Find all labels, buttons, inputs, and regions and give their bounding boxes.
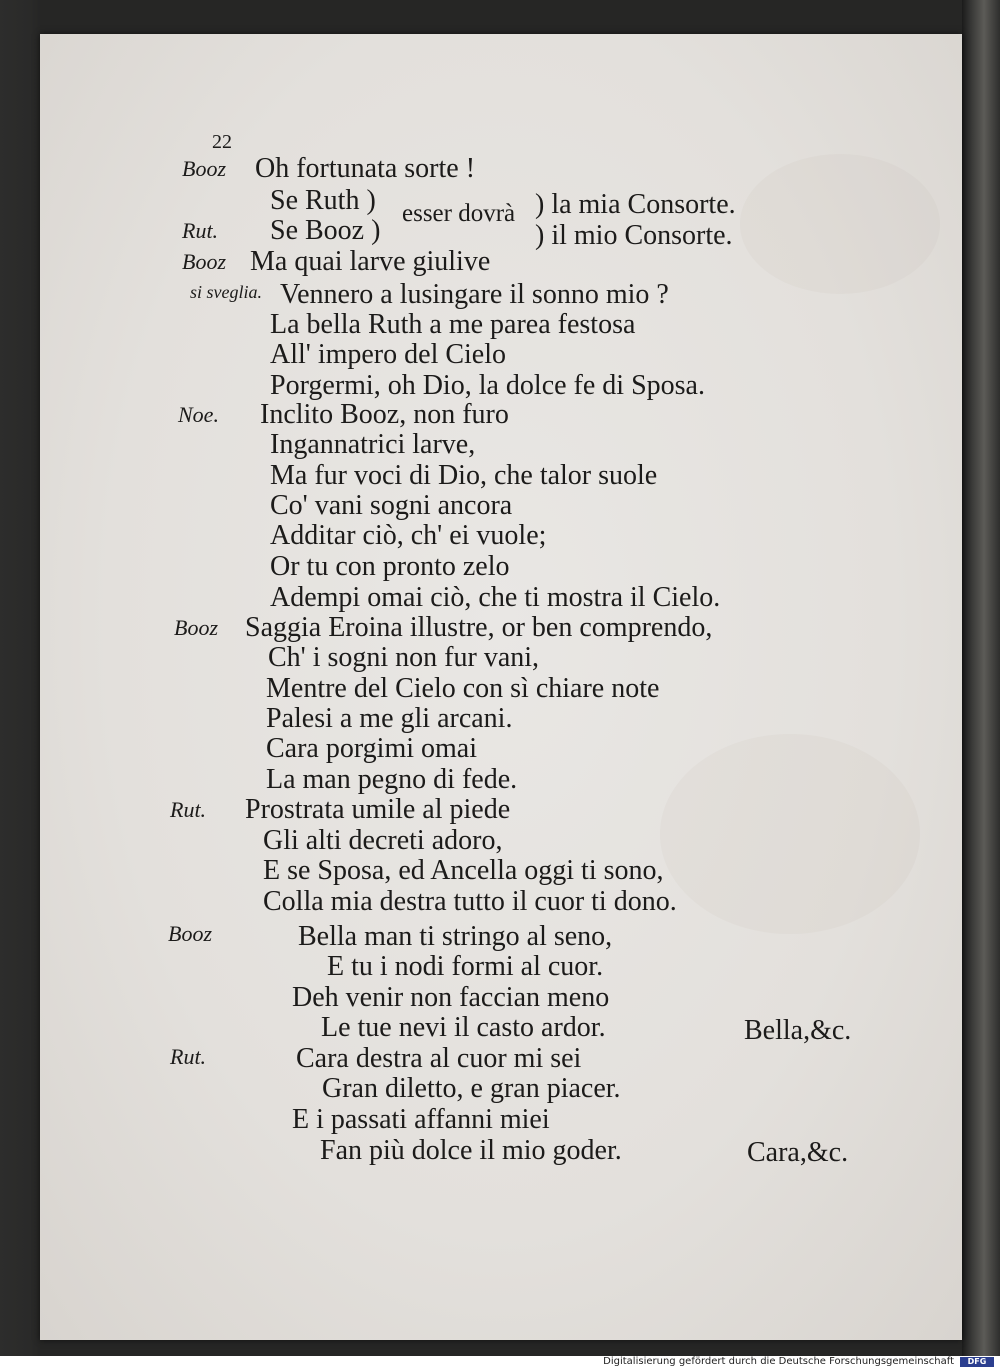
verse-line: Mentre del Cielo con sì chiare note bbox=[266, 673, 660, 704]
verse-line: Co' vani sogni ancora bbox=[270, 490, 513, 521]
verse-line: Palesi a me gli arcani. bbox=[266, 703, 513, 734]
digitization-credit: Digitalisierung gefördert durch die Deutsche Forschungsgemeinschaft bbox=[603, 1356, 954, 1367]
speaker-booz: Booz bbox=[168, 921, 212, 946]
speaker-noe: Noe. bbox=[178, 402, 219, 427]
verse-line: Adempi omai ciò, che ti mostra il Cielo. bbox=[270, 582, 721, 613]
verse-line: E tu i nodi formi al cuor. bbox=[327, 951, 604, 982]
verse-line: La bella Ruth a me parea festosa bbox=[270, 309, 636, 340]
dfg-logo: DFG bbox=[960, 1357, 994, 1367]
speaker-rut: Rut. bbox=[170, 1044, 207, 1069]
verse-line: E se Sposa, ed Ancella oggi ti sono, bbox=[263, 855, 664, 886]
verse-line: Le tue nevi il casto ardor. bbox=[321, 1012, 606, 1043]
verse-line: Or tu con pronto zelo bbox=[270, 551, 510, 582]
speaker-booz: Booz bbox=[182, 249, 226, 274]
verse-line: Saggia Eroina illustre, or ben comprendo, bbox=[245, 612, 713, 643]
verse-line: Fan più dolce il mio goder. bbox=[320, 1135, 622, 1166]
speaker-rut: Rut. bbox=[170, 797, 207, 822]
speaker-booz: Booz bbox=[182, 156, 226, 181]
paper-stain bbox=[740, 154, 940, 294]
verse-line: Ma fur voci di Dio, che talor suole bbox=[270, 460, 658, 491]
verse-line: E i passati affanni miei bbox=[292, 1104, 550, 1135]
book-binding-edge bbox=[962, 0, 1000, 1368]
verse-line: La man pegno di fede. bbox=[266, 764, 518, 795]
da-capo-mark: Bella,&c. bbox=[744, 1015, 852, 1046]
page-number: 22 bbox=[212, 131, 232, 153]
verse-line: Inclito Booz, non furo bbox=[260, 399, 509, 430]
verse-line: Gran diletto, e gran piacer. bbox=[322, 1073, 621, 1104]
verse-line: ) la mia Consorte. bbox=[535, 189, 736, 220]
verse-line: Cara destra al cuor mi sei bbox=[296, 1043, 582, 1074]
verse-line: Ingannatrici larve, bbox=[270, 429, 476, 460]
verse-line: Se Booz ) bbox=[270, 215, 381, 246]
speaker-booz: Booz bbox=[174, 615, 218, 640]
verse-line: Bella man ti stringo al seno, bbox=[298, 921, 613, 952]
stage-direction: si sveglia. bbox=[190, 282, 262, 302]
verse-line: Additar ciò, ch' ei vuole; bbox=[270, 520, 547, 551]
book-page bbox=[40, 34, 962, 1340]
verse-line: Se Ruth ) bbox=[270, 185, 376, 216]
verse-line: Prostrata umile al piede bbox=[245, 794, 511, 825]
verse-brace-middle: esser dovrà bbox=[402, 200, 516, 227]
verse-line: Cara porgimi omai bbox=[266, 733, 477, 764]
verse-line: Vennero a lusingare il sonno mio ? bbox=[280, 279, 669, 310]
verse-line: Gli alti decreti adoro, bbox=[263, 825, 503, 856]
verse-line: Ch' i sogni non fur vani, bbox=[268, 642, 540, 673]
verse-line: All' impero del Cielo bbox=[270, 339, 507, 370]
verse-line: Porgermi, oh Dio, la dolce fe di Sposa. bbox=[270, 370, 705, 401]
verse-line: Colla mia destra tutto il cuor ti dono. bbox=[263, 886, 677, 917]
verse-line: Ma quai larve giulive bbox=[250, 246, 491, 277]
speaker-rut: Rut. bbox=[182, 218, 219, 243]
paper-stain bbox=[660, 734, 920, 934]
verse-line: ) il mio Consorte. bbox=[535, 220, 733, 251]
verse-line: Deh venir non faccian meno bbox=[292, 982, 610, 1013]
verse-line: Oh fortunata sorte ! bbox=[255, 153, 476, 184]
da-capo-mark: Cara,&c. bbox=[747, 1137, 849, 1168]
